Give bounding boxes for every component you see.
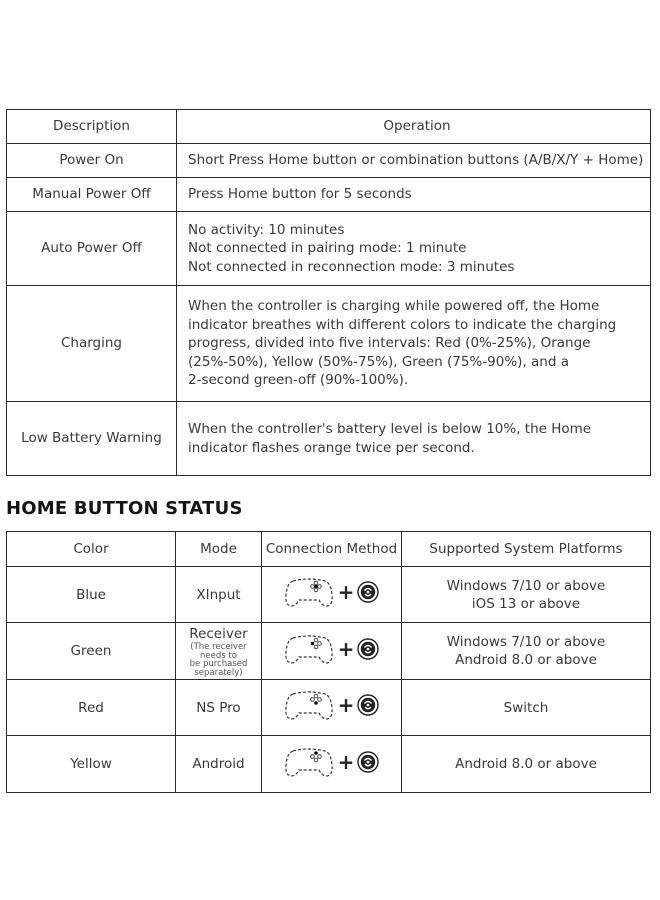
connection-cell — [262, 680, 402, 736]
platforms-cell — [402, 680, 651, 736]
table-row — [7, 736, 651, 793]
mode-note: needs to — [200, 650, 237, 661]
platform-line: iOS 13 or above — [471, 595, 581, 612]
table-row — [7, 212, 651, 286]
operation-line: Not connected in reconnection mode: 3 minutes — [188, 258, 515, 275]
connection-cell — [262, 623, 402, 680]
mode-cell: Android — [176, 736, 262, 793]
operation-line: Press Home button for 5 seconds — [188, 186, 412, 203]
mode-note: (The receiver — [190, 642, 247, 652]
table-header-row — [7, 110, 651, 144]
controller-icon — [284, 632, 334, 666]
controller-icon — [284, 575, 334, 609]
table-header-row — [7, 532, 651, 567]
platform-line: Switch — [503, 699, 549, 716]
table-row — [7, 680, 651, 736]
table-row — [7, 402, 651, 476]
operation-line: Not connected in pairing mode: 1 minute — [188, 240, 467, 257]
home-button-icon — [357, 581, 379, 603]
description-cell: Manual Power Off — [7, 178, 177, 212]
operation-line: When the controller's battery level is below 10%, the Home — [188, 421, 592, 437]
operation-header: Operation — [177, 110, 651, 144]
operation-line: Short Press Home button or combination buttons (A/B/X/Y + Home) — [188, 152, 644, 169]
color-cell: Yellow — [7, 736, 176, 793]
description-cell: Charging — [7, 286, 177, 402]
plus-sign: + — [337, 636, 355, 661]
color-cell: Green — [7, 623, 176, 680]
home-button-status-table — [6, 531, 651, 793]
home-button-icon — [357, 751, 379, 773]
mode-note: separately) — [194, 667, 243, 678]
color-cell: Red — [7, 680, 176, 736]
operation-cell — [177, 286, 651, 402]
plus-sign: + — [337, 580, 355, 604]
operation-line: indicator breathes with different colors to indicate the charging — [188, 316, 617, 333]
operation-line: 2-second green-off (90%-100%). — [188, 372, 409, 389]
mode-note: be purchased — [189, 659, 248, 669]
plus-sign: + — [337, 749, 355, 774]
operation-line: indicator flashes orange twice per second. — [188, 439, 475, 456]
operations-table — [6, 109, 651, 476]
operation-line: (25%-50%), Yellow (50%-75%), Green (75%-90%), and a — [188, 353, 569, 370]
operation-line: No activity: 10 minutes — [188, 221, 345, 238]
controller-icon — [284, 745, 334, 779]
table-row — [7, 178, 651, 212]
description-cell: Power On — [7, 144, 177, 178]
mode-header: Mode — [176, 532, 262, 567]
platforms-cell — [402, 567, 651, 623]
table-row — [7, 567, 651, 623]
mode-cell — [176, 623, 262, 680]
section-heading: HOME BUTTON STATUS — [6, 498, 243, 519]
table-row — [7, 623, 651, 680]
table-row — [7, 144, 651, 178]
home-button-icon — [357, 694, 379, 716]
description-header: Description — [7, 110, 177, 144]
connection-cell — [262, 567, 402, 623]
connection-cell — [262, 736, 402, 793]
operation-line: When the controller is charging while powered off, the Home — [188, 298, 600, 315]
operation-cell — [177, 144, 651, 178]
color-header: Color — [7, 532, 176, 567]
controller-icon — [284, 688, 334, 722]
platform-line: Windows 7/10 or above — [446, 577, 606, 594]
operation-cell — [177, 178, 651, 212]
platform-line: Android 8.0 or above — [455, 652, 597, 668]
color-cell: Blue — [7, 567, 176, 623]
platform-line: Windows 7/10 or above — [446, 634, 606, 650]
mode-cell: XInput — [176, 567, 262, 623]
platform-line: Android 8.0 or above — [455, 756, 597, 772]
operation-cell — [177, 212, 651, 286]
platforms-header: Supported System Platforms — [402, 532, 651, 567]
mode-cell: NS Pro — [176, 680, 262, 736]
connection-header: Connection Method — [262, 532, 402, 567]
plus-sign: + — [337, 693, 355, 717]
table-row — [7, 286, 651, 402]
operation-line: progress, divided into five intervals: Red (0%-25%), Orange — [188, 335, 591, 352]
home-button-icon — [357, 638, 379, 660]
mode-label: Receiver — [189, 626, 248, 642]
platforms-cell — [402, 736, 651, 793]
platforms-cell — [402, 623, 651, 680]
description-cell: Auto Power Off — [7, 212, 177, 286]
description-cell: Low Battery Warning — [7, 402, 177, 476]
operation-cell — [177, 402, 651, 476]
